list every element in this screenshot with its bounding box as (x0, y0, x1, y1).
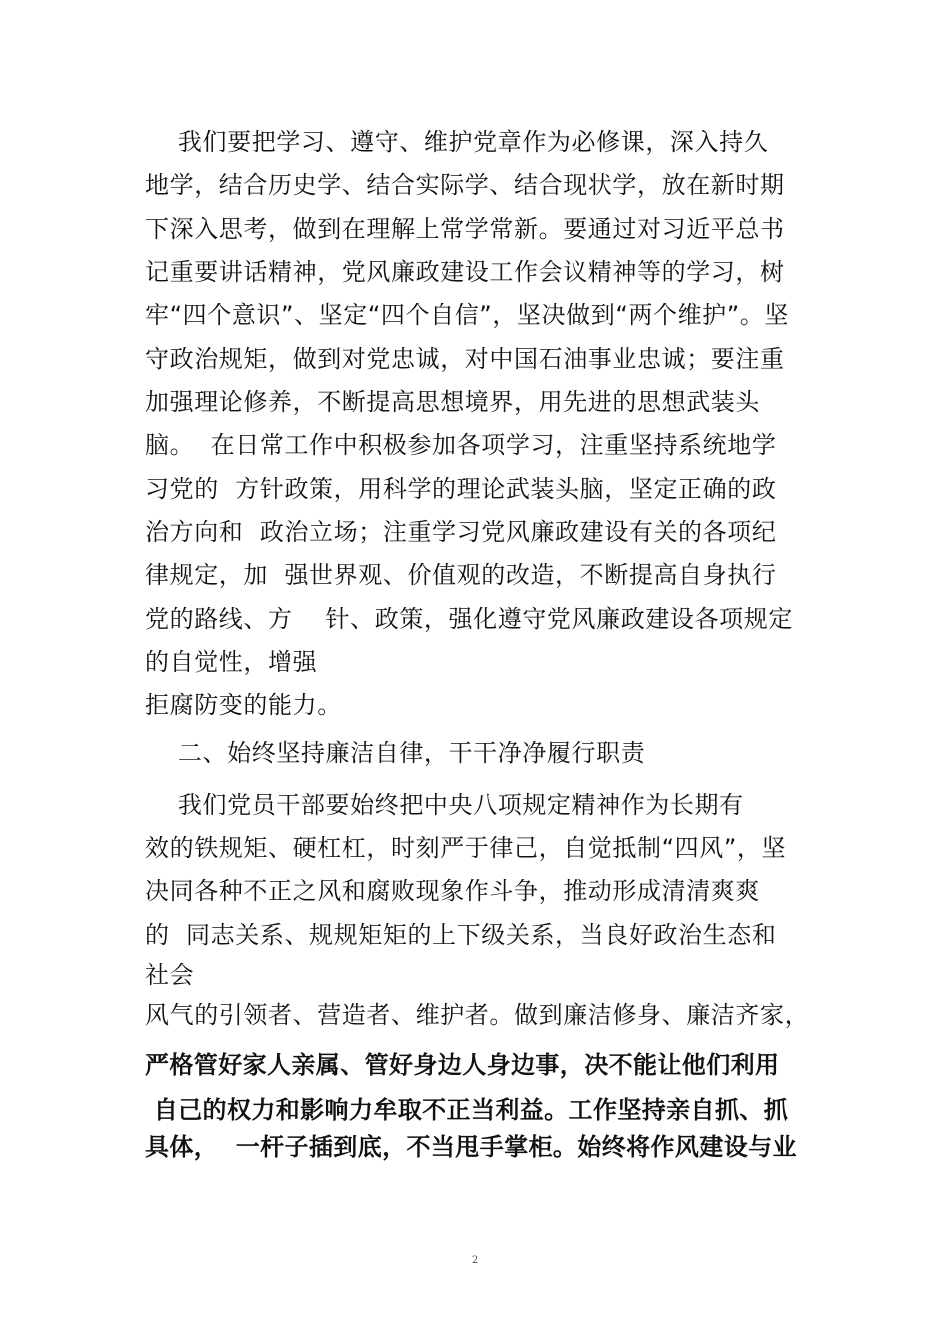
paragraph-line: 治方向和 政治立场；注重学习党风廉政建设有关的各项纪 (145, 518, 777, 546)
paragraph-line: 地学，结合历史学、结合实际学、结合现状学，放在新时期 (145, 171, 785, 199)
paragraph-line-bold: 具体， 一杆子插到底，不当甩手掌柜。始终将作风建设与业 (145, 1133, 797, 1161)
paragraph-line: 加强理论修养，不断提高思想境界，用先进的思想武装头 (145, 388, 760, 416)
paragraph-line: 效的铁规矩、硬杠杠，时刻严于律己，自觉抵制“四风”，坚 (145, 834, 787, 862)
paragraph-line: 脑。 在日常工作中积极参加各项学习，注重坚持系统地学 (145, 431, 777, 459)
paragraph-line: 牢“四个意识”、坚定“四个自信”，坚决做到“两个维护”。坚 (145, 301, 789, 329)
paragraph-line: 风气的引领者、营造者、维护者。做到廉洁修身、廉洁齐家， (145, 1001, 810, 1029)
paragraph-line: 下深入思考，做到在理解上常学常新。要通过对习近平总书 (145, 215, 785, 243)
paragraph-line: 社会 (145, 961, 195, 989)
paragraph-line: 记重要讲话精神，党风廉政建设工作会议精神等的学习，树 (145, 258, 785, 286)
paragraph-line: 习党的 方针政策，用科学的理论武装头脑，坚定正确的政 (145, 475, 777, 503)
paragraph-line: 我们党员干部要始终把中央八项规定精神作为长期有 (145, 791, 744, 819)
paragraph-line: 的自觉性，增强 (145, 648, 318, 676)
paragraph-line: 的 同志关系、规规矩矩的上下级关系，当良好政治生态和 (145, 921, 777, 949)
paragraph-line: 党的路线、方 针、政策，强化遵守党风廉政建设各项规定 (145, 605, 793, 633)
section-heading: 二、始终坚持廉洁自律，干干净净履行职责 (145, 739, 646, 767)
paragraph-line-bold: 自己的权力和影响力牟取不正当利益。工作坚持亲自抓、抓 (145, 1096, 789, 1124)
paragraph-line: 守政治规矩，做到对党忠诚，对中国石油事业忠诚；要注重 (145, 345, 785, 373)
paragraph-line-bold: 严格管好家人亲属、管好身边人身边事，决不能让他们利用 (145, 1051, 780, 1079)
paragraph-line: 律规定，加 强世界观、价值观的改造，不断提高自身执行 (145, 561, 777, 589)
paragraph-line: 决同各种不正之风和腐败现象作斗争，推动形成清清爽爽 (145, 877, 760, 905)
page-number: 2 (471, 1255, 479, 1266)
paragraph-line: 我们要把学习、遵守、维护党章作为必修课，深入持久 (145, 128, 769, 156)
paragraph-line: 拒腐防变的能力。 (145, 691, 342, 719)
